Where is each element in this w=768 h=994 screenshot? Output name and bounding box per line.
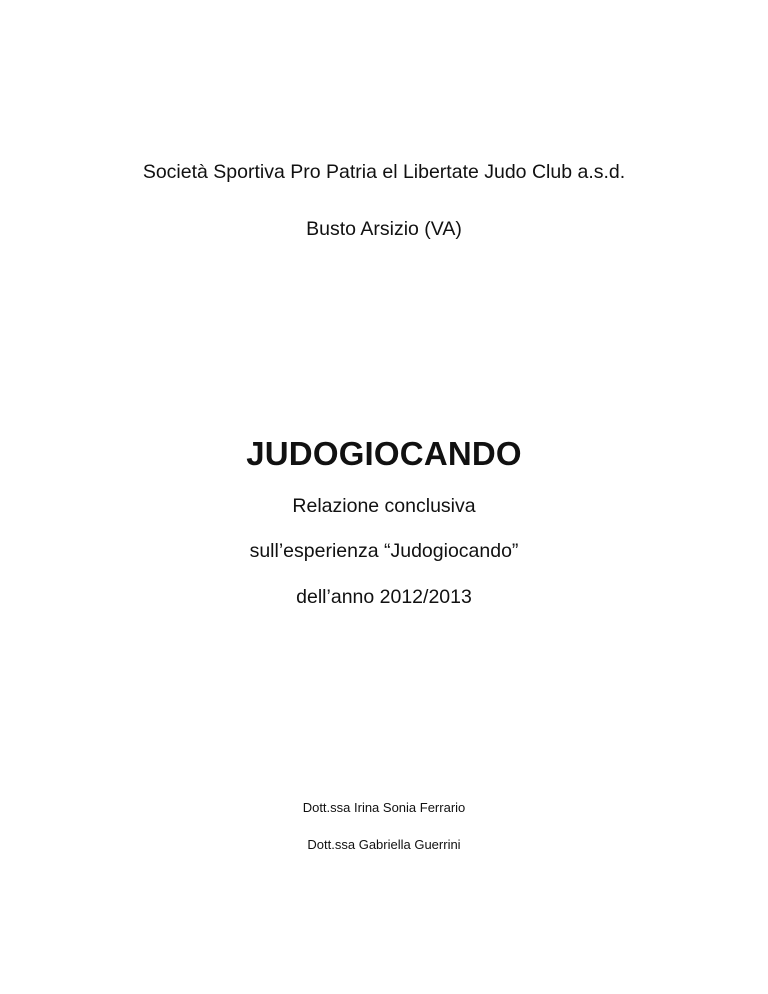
document-title: JUDOGIOCANDO [246, 435, 522, 472]
organization-name: Società Sportiva Pro Patria el Libertate Judo Club a.s.d. [142, 161, 626, 183]
subtitle-line: Relazione conclusiva [292, 495, 476, 517]
author-name: Dott.ssa Gabriella Guerrini [307, 837, 461, 852]
subtitle-line: sull’esperienza “Judogiocando” [249, 540, 519, 562]
author-name: Dott.ssa Irina Sonia Ferrario [302, 800, 466, 815]
organization-city: Busto Arsizio (VA) [306, 218, 462, 240]
subtitle-line: dell’anno 2012/2013 [296, 586, 472, 608]
